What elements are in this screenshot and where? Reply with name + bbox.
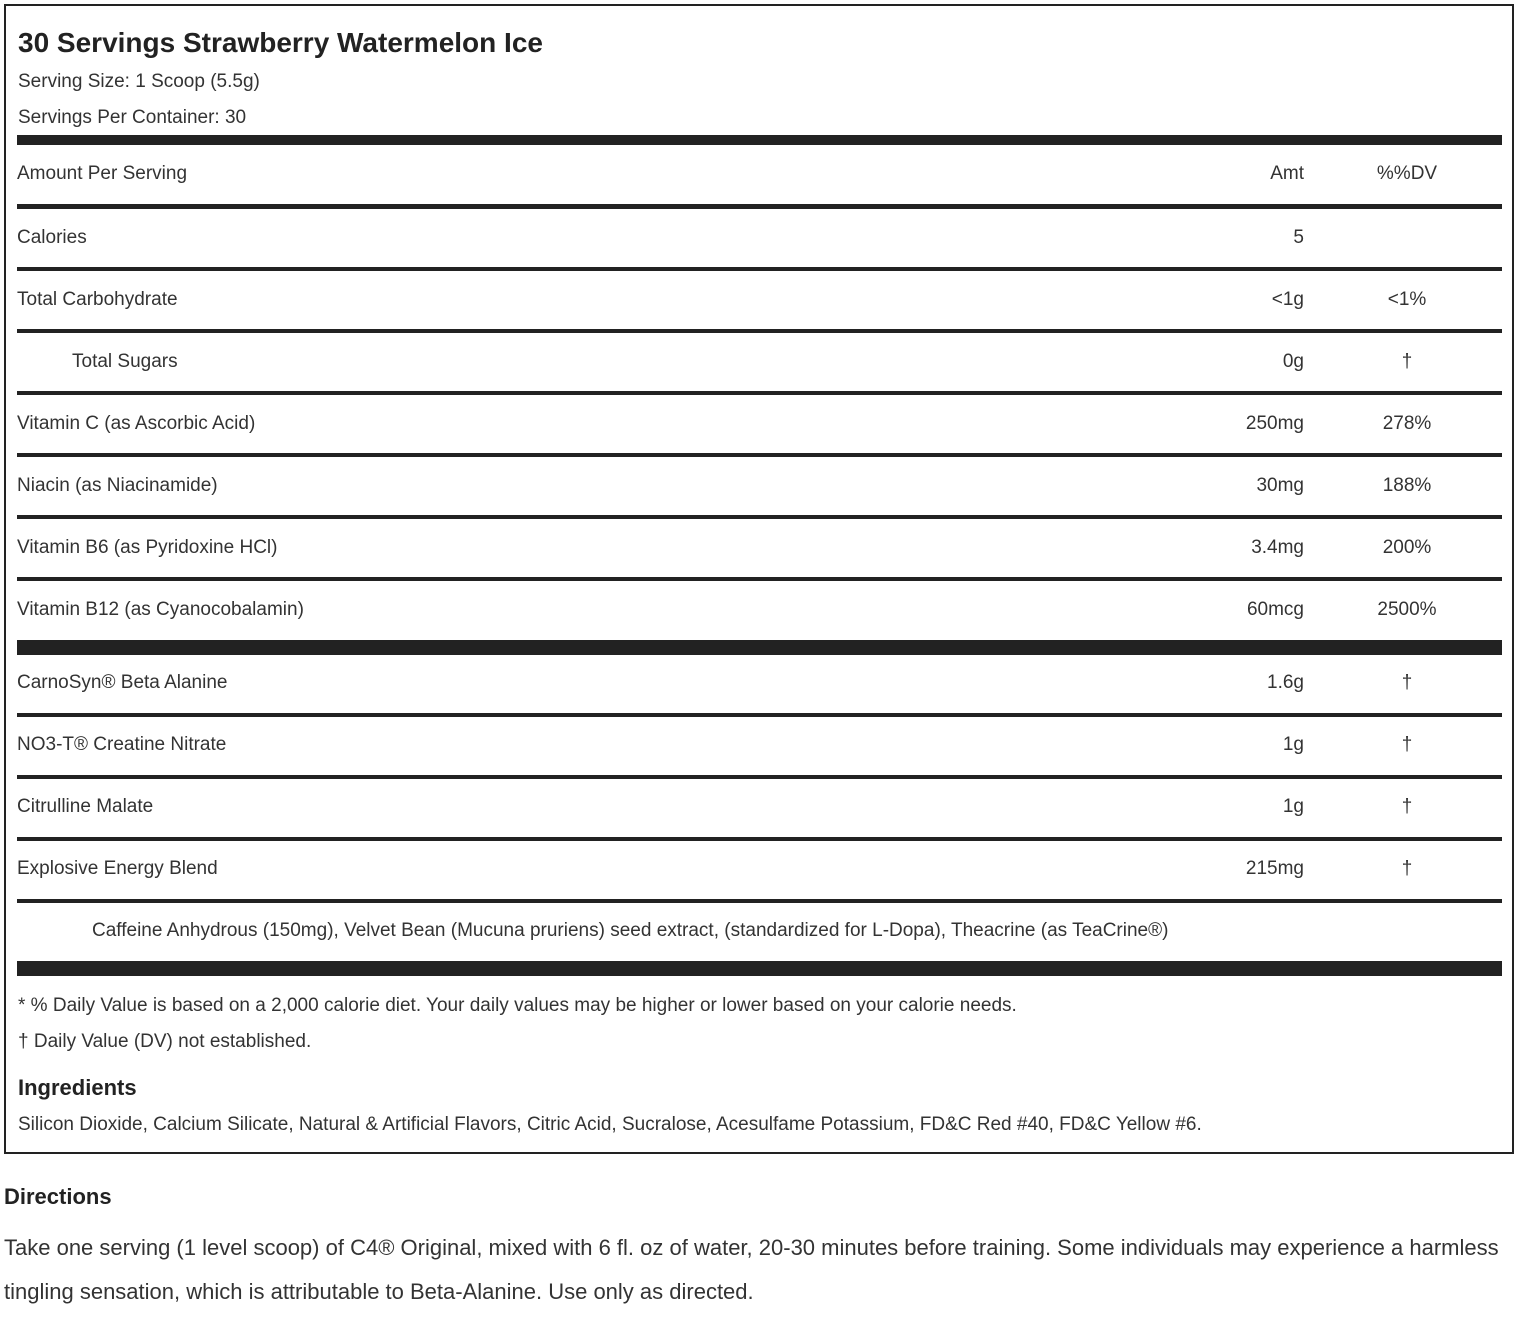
nutrient-row [17, 223, 1502, 253]
nutrient-name: Vitamin C (as Ascorbic Acid) [17, 413, 256, 434]
row-divider [17, 391, 1502, 395]
nutrient-dv: 200% [1382, 537, 1432, 558]
nutrient-name: Calories [17, 227, 87, 248]
product-title: 30 Servings Strawberry Watermelon Ice [18, 27, 543, 58]
nutrient-dv: <1% [1387, 289, 1427, 310]
dagger-icon: † [1401, 858, 1413, 879]
table-header [17, 159, 1502, 189]
row-divider [17, 775, 1502, 779]
directions-heading: Directions [4, 1184, 112, 1209]
active-amount: 215mg [1245, 858, 1304, 879]
active-amount: 1g [1282, 734, 1304, 755]
directions-text: Take one serving (1 level scoop) of C4® Original, mixed with 6 fl. oz of water, 20-30 minutes before training. Some individuals may experience a harmless tingling sensation, which is attributable to Beta-Alanine. Use only as directed. [4, 1235, 1499, 1304]
nutrient-row [17, 533, 1502, 563]
row-divider [17, 329, 1502, 333]
row-divider [17, 453, 1502, 457]
footnote-dagger: † Daily Value (DV) not established. [18, 1031, 312, 1052]
serving-size: Serving Size: 1 Scoop (5.5g) [18, 71, 260, 92]
nutrient-dv: 2500% [1377, 599, 1437, 620]
row-divider [17, 837, 1502, 841]
nutrient-amount: 60mcg [1246, 599, 1304, 620]
nutrient-row [17, 409, 1502, 439]
blend-detail-row [17, 916, 1502, 946]
row-divider [17, 267, 1502, 271]
nutrient-amount: 3.4mg [1251, 537, 1304, 558]
active-name: NO3-T® Creatine Nitrate [17, 734, 227, 755]
thick-divider [17, 961, 1502, 976]
active-row [17, 854, 1502, 884]
medium-divider [17, 204, 1502, 209]
nutrient-dv: 188% [1382, 475, 1432, 496]
servings-per-container: Servings Per Container: 30 [18, 107, 247, 128]
supplement-facts-panel [4, 4, 1514, 1154]
nutrient-name: Vitamin B6 (as Pyridoxine HCl) [17, 537, 278, 558]
row-divider [17, 713, 1502, 717]
row-divider [17, 515, 1502, 519]
nutrient-row [17, 471, 1502, 501]
nutrient-amount: 5 [1293, 227, 1304, 248]
dagger-icon: † [1401, 734, 1413, 755]
nutrient-amount: 30mg [1256, 475, 1304, 496]
nutrient-name: Vitamin B12 (as Cyanocobalamin) [17, 599, 304, 620]
blend-detail: Caffeine Anhydrous (150mg), Velvet Bean (Mucuna pruriens) seed extract, (standardized for L-Dopa), Theacrine (as TeaCrine®) [92, 920, 1169, 941]
nutrient-amount: <1g [1271, 289, 1304, 310]
thick-divider [17, 135, 1502, 145]
nutrient-name: Total Carbohydrate [17, 289, 178, 310]
active-row [17, 668, 1502, 698]
ingredients-heading: Ingredients [18, 1075, 137, 1100]
active-amount: 1.6g [1267, 672, 1304, 693]
nutrient-amount: 250mg [1245, 413, 1304, 434]
row-divider [17, 899, 1502, 903]
dagger-icon: † [1401, 796, 1413, 817]
header-dv: %%DV [1376, 163, 1438, 184]
dagger-icon: † [1401, 351, 1413, 372]
thick-divider [17, 640, 1502, 655]
active-row [17, 730, 1502, 760]
active-name: CarnoSyn® Beta Alanine [17, 672, 228, 693]
active-name: Explosive Energy Blend [17, 858, 218, 879]
nutrient-row [17, 285, 1502, 315]
active-name: Citrulline Malate [17, 796, 154, 817]
active-amount: 1g [1282, 796, 1304, 817]
dagger-icon: † [1401, 672, 1413, 693]
nutrient-name: Total Sugars [72, 351, 178, 372]
row-divider [17, 577, 1502, 581]
nutrient-row [17, 595, 1502, 625]
nutrient-name: Niacin (as Niacinamide) [17, 475, 218, 496]
ingredients-text: Silicon Dioxide, Calcium Silicate, Natural & Artificial Flavors, Citric Acid, Sucralose, Acesulfame Potassium, FD&C Red #40, FD&C Yellow #6. [18, 1114, 1202, 1135]
header-amount-per-serving: Amount Per Serving [17, 163, 188, 184]
footnote-daily-value: * % Daily Value is based on a 2,000 calorie diet. Your daily values may be higher or lower based on your calorie needs. [18, 995, 1017, 1016]
nutrient-dv: 278% [1382, 413, 1432, 434]
nutrient-row [17, 347, 1502, 377]
nutrient-amount: 0g [1282, 351, 1304, 372]
active-row [17, 792, 1502, 822]
header-amt: Amt [1270, 163, 1304, 184]
